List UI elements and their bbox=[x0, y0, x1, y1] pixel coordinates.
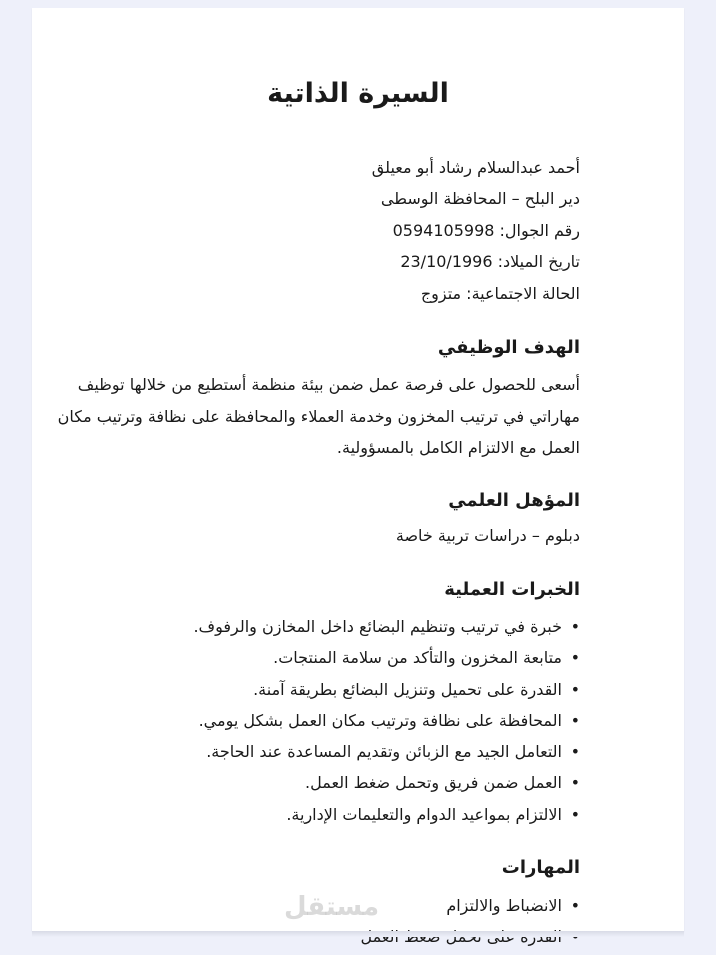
education-heading: المؤهل العلمي bbox=[448, 490, 580, 511]
list-item: • الالتزام بمواعيد الدوام والتعليمات الإدارية. bbox=[193, 799, 580, 830]
personal-birthdate: تاريخ الميلاد: 23/10/1996 bbox=[400, 252, 580, 271]
objective-text: أسعى للحصول على فرصة عمل ضمن بيئة منظمة أستطيع من خلالها توظيف مهاراتي في ترتيب المخزون وخدمة العملاء والمحافظة على نظافة وترتيب مكان العمل مع الالتزام الكامل بالمسؤولية. bbox=[57, 375, 580, 457]
list-item: • العمل ضمن فريق وتحمل ضغط العمل. bbox=[193, 767, 580, 798]
list-item: • متابعة المخزون والتأكد من سلامة المنتجات. bbox=[193, 642, 580, 673]
list-item: • القدرة على تحميل وتنزيل البضائع بطريقة آمنة. bbox=[193, 674, 580, 705]
list-item: • التعامل الجيد مع الزبائن وتقديم المساعدة عند الحاجة. bbox=[193, 736, 580, 767]
education-text: دبلوم – دراسات تربية خاصة bbox=[395, 526, 580, 545]
personal-name: أحمد عبدالسلام رشاد أبو معيلق bbox=[371, 158, 580, 177]
page-bottom-shadow bbox=[32, 931, 684, 937]
experience-list bbox=[193, 611, 580, 830]
list-item: • المحافظة على نظافة وترتيب مكان العمل بشكل يومي. bbox=[193, 705, 580, 736]
personal-phone: رقم الجوال: 0594105998 bbox=[392, 221, 580, 240]
page-title: السيرة الذاتية bbox=[267, 78, 449, 109]
list-item: • خبرة في ترتيب وتنظيم البضائع داخل المخازن والرفوف. bbox=[193, 611, 580, 642]
experience-heading: الخبرات العملية bbox=[444, 579, 580, 600]
personal-address: دير البلح – المحافظة الوسطى bbox=[380, 189, 580, 208]
skills-heading: المهارات bbox=[501, 857, 580, 878]
skills-list bbox=[361, 890, 581, 953]
objective-heading: الهدف الوظيفي bbox=[437, 337, 580, 358]
personal-marital-status: الحالة الاجتماعية: متزوج bbox=[420, 284, 580, 303]
resume-page bbox=[32, 8, 684, 931]
list-item: • الانضباط والالتزام bbox=[361, 890, 581, 921]
watermark-logo: مستقل bbox=[284, 892, 380, 922]
